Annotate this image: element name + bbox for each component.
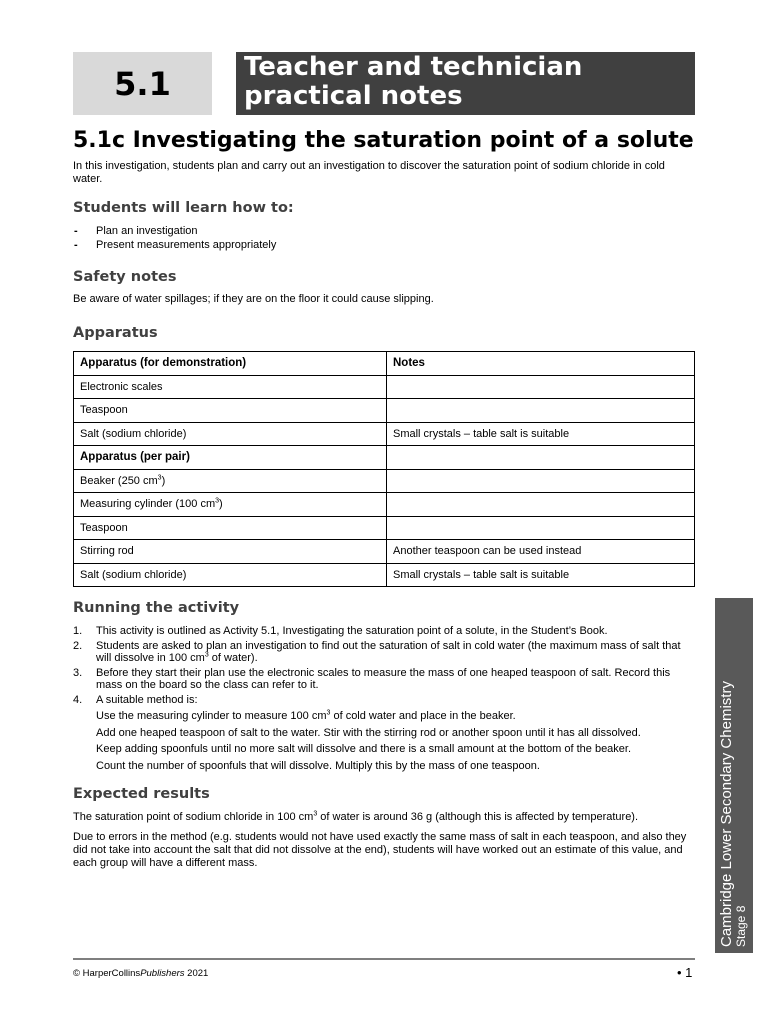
method-step — [96, 710, 695, 723]
apparatus-cell: Electronic scales — [74, 375, 387, 399]
column-header: Apparatus (for demonstration) — [74, 352, 387, 376]
table-row — [74, 422, 695, 446]
apparatus-cell — [74, 493, 387, 517]
copyright-italic: Publishers — [140, 968, 185, 979]
learn-list — [73, 224, 695, 252]
item-text-end: ) — [161, 474, 166, 487]
superscript: 3 — [313, 810, 318, 818]
step-number: 2. — [73, 639, 83, 652]
table-header-row — [74, 352, 695, 376]
apparatus-cell: Teaspoon — [74, 399, 387, 423]
safety-heading: Safety notes — [73, 269, 177, 285]
learn-heading: Students will learn how to: — [73, 200, 294, 216]
method-text: Use the measuring cylinder to measure 100 cm — [96, 710, 327, 722]
list-item — [73, 640, 695, 665]
notes-cell — [387, 399, 695, 423]
notes-cell — [387, 446, 695, 470]
results-explanation: Due to errors in the method (e.g. students would not have used exactly the same mass of salt in each teaspoon, and also they did not take into account the salt that did not dissolve at the end), students will have worked out an estimate of this value, and each group will have a different mass. — [73, 831, 687, 869]
running-heading: Running the activity — [73, 600, 240, 616]
intro-text: In this investigation, students plan and carry out an investigation to discover the saturation point of sodium chloride in cold water. — [73, 160, 665, 185]
side-tab-text — [717, 598, 755, 953]
title-line-1: Teacher and technician — [244, 52, 583, 82]
safety-text: Be aware of water spillages; if they are on the floor it could cause slipping. — [73, 293, 434, 305]
results-text-start: The saturation point of sodium chloride in 100 cm — [73, 811, 314, 823]
notes-cell: Another teaspoon can be used instead — [387, 540, 695, 564]
superscript: 3 — [157, 474, 162, 482]
table-row — [74, 375, 695, 399]
notes-cell — [387, 469, 695, 493]
list-item: - Plan an investigation — [73, 224, 695, 238]
step-number: 1. — [73, 625, 83, 637]
notes-cell — [387, 493, 695, 517]
method-step: Count the number of spoonfuls that will dissolve. Multiply this by the mass of one teaspoon. — [96, 759, 540, 772]
copyright-year: 2021 — [184, 968, 209, 979]
step-number: 4. — [73, 693, 83, 706]
notes-cell: Small crystals – table salt is suitable — [387, 563, 695, 587]
list-item — [73, 625, 695, 638]
method-text-end: of cold water and place in the beaker. — [330, 710, 516, 722]
steps-list — [73, 625, 695, 772]
apparatus-cell: Teaspoon — [74, 516, 387, 540]
apparatus-cell: Salt (sodium chloride) — [74, 563, 387, 587]
page-title — [236, 52, 695, 115]
notes-cell: Small crystals – table salt is suitable — [387, 422, 695, 446]
table-row — [74, 516, 695, 540]
step-text: A suitable method is: — [96, 693, 198, 706]
superscript: 3 — [204, 651, 209, 659]
table-row — [74, 399, 695, 423]
list-item — [73, 694, 695, 773]
table-row — [74, 469, 695, 493]
table-subheader-row — [74, 446, 695, 470]
apparatus-cell: Salt (sodium chloride) — [74, 422, 387, 446]
results-text-end: of water is around 36 g (although this is affected by temperature). — [317, 811, 639, 823]
column-header: Notes — [387, 352, 695, 376]
notes-cell — [387, 516, 695, 540]
stage-label: Stage 8 — [734, 905, 748, 947]
table-row — [74, 493, 695, 517]
step-number: 3. — [73, 666, 83, 679]
notes-cell — [387, 375, 695, 399]
apparatus-heading: Apparatus — [73, 325, 158, 341]
series-title: Cambridge Lower Secondary Chemistry — [718, 681, 735, 947]
step-text: Students are asked to plan an investigation to find out the saturation of salt in cold water (the maximum mass of salt that will dissolve in 100 cm — [96, 639, 681, 664]
step-text: Before they start their plan use the electronic scales to measure the mass of one heaped teaspoon of salt. Record this mass on the board so the class can refer to it. — [96, 666, 671, 691]
apparatus-cell: Stirring rod — [74, 540, 387, 564]
activity-heading: 5.1c Investigating the saturation point of a solute — [73, 128, 694, 153]
side-tab — [715, 598, 753, 953]
copyright-text: © HarperCollins — [73, 968, 141, 979]
footer-divider — [73, 958, 695, 960]
copyright — [73, 968, 208, 979]
step-text: This activity is outlined as Activity 5.1, Investigating the saturation point of a solute, in the Student’s Book. — [96, 625, 608, 637]
apparatus-table — [73, 351, 695, 587]
item-text: Measuring cylinder (100 cm — [80, 498, 216, 511]
main-content — [73, 127, 695, 870]
results-text — [73, 811, 695, 824]
apparatus-cell — [74, 469, 387, 493]
list-item — [73, 667, 695, 692]
list-item: - Present measurements appropriately — [73, 238, 695, 252]
superscript: 3 — [215, 497, 220, 505]
item-text-end: ) — [219, 498, 223, 511]
step-text-end: of water). — [208, 652, 258, 664]
method-step: Keep adding spoonfuls until no more salt will dissolve and there is a small amount at the bottom of the beaker. — [96, 743, 632, 755]
method-step: Add one heaped teaspoon of salt to the water. Stir with the stirring rod or another spoon until it has all dissolved. — [96, 726, 641, 739]
superscript: 3 — [326, 709, 331, 717]
apparatus-subheader: Apparatus (per pair) — [74, 446, 387, 470]
item-text: Beaker (250 cm — [80, 474, 158, 487]
table-row — [74, 563, 695, 587]
page-number: • 1 — [677, 965, 693, 980]
section-number: 5.1 — [73, 52, 212, 115]
table-row — [74, 540, 695, 564]
title-line-2: practical notes — [244, 81, 463, 111]
results-heading: Expected results — [73, 786, 210, 802]
